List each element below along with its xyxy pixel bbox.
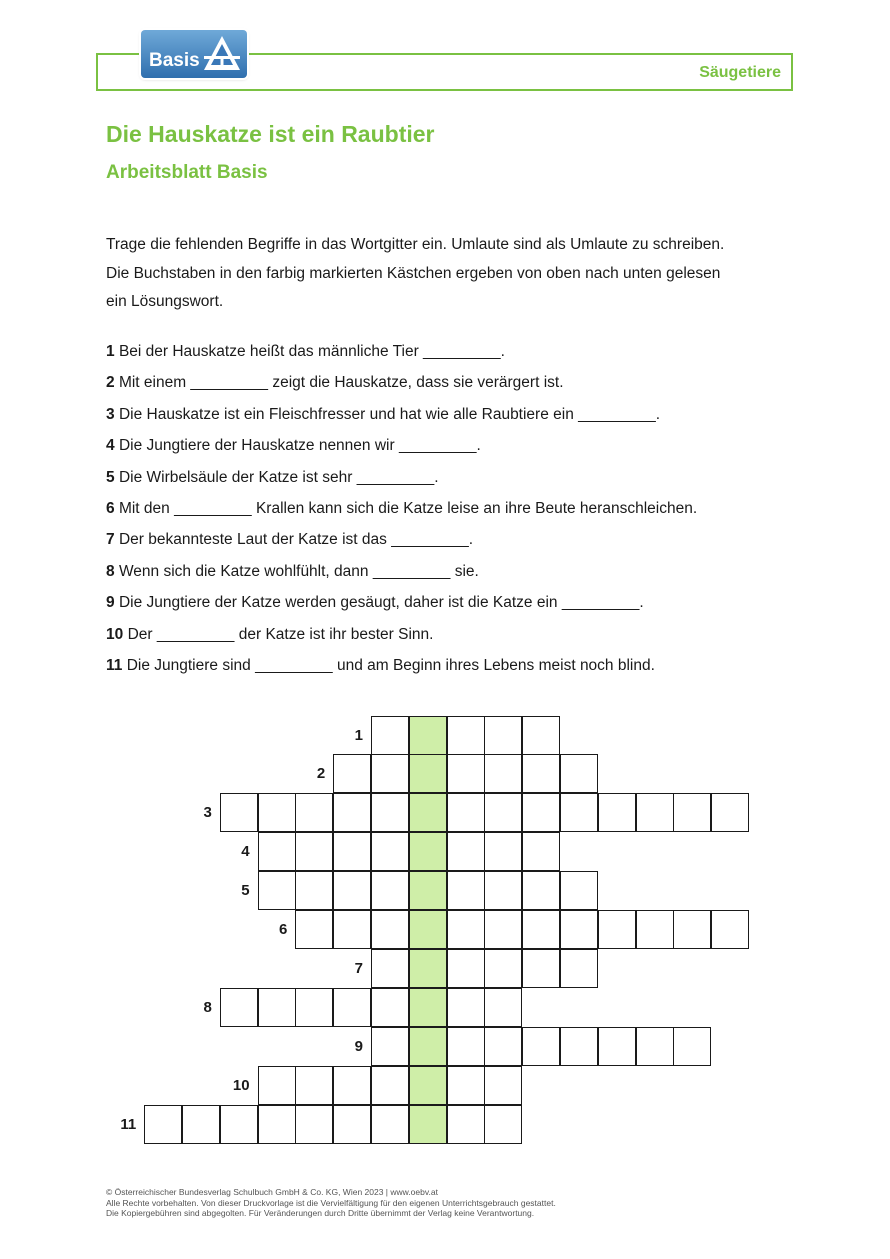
crossword-cell[interactable]: [636, 1027, 674, 1066]
crossword-cell[interactable]: [295, 1105, 333, 1144]
clue-number: 3: [106, 405, 115, 423]
footer-copyright: © Österreichischer Bundesverlag Schulbuch GmbH & Co. KG, Wien 2023 | www.oebv.at: [106, 1187, 438, 1197]
crossword-cell[interactable]: [447, 1027, 485, 1066]
crossword-solution-cell[interactable]: [409, 1066, 447, 1105]
crossword-cell[interactable]: [333, 1066, 371, 1105]
clue-item: [106, 560, 826, 591]
crossword-cell[interactable]: [484, 949, 522, 988]
crossword-cell[interactable]: [371, 754, 409, 793]
crossword-row-number: 6: [279, 921, 288, 938]
crossword-cell[interactable]: [673, 1027, 711, 1066]
crossword-cell[interactable]: [636, 793, 674, 832]
crossword-cell[interactable]: [447, 1105, 485, 1144]
crossword-cell[interactable]: [371, 716, 409, 755]
footer-rights: Alle Rechte vorbehalten. Von dieser Druckvorlage ist die Vervielfältigung für den eigenen Unterrichtsgebrauch gestattet.: [106, 1197, 556, 1208]
crossword-cell[interactable]: [598, 910, 636, 949]
crossword-cell[interactable]: [484, 1066, 522, 1105]
clue-text: Mit den _________ Krallen kann sich die Katze leise an ihre Beute heranschleichen.: [118, 499, 698, 517]
crossword-cell[interactable]: [333, 1105, 371, 1144]
logo-text: Basis: [149, 50, 200, 71]
crossword-cell[interactable]: [182, 1105, 220, 1144]
instructions-line: ein Lösungswort.: [106, 293, 224, 310]
crossword-cell[interactable]: [447, 793, 485, 832]
basis-logo: [141, 30, 247, 78]
crossword-cell[interactable]: [295, 832, 333, 871]
crossword-cell[interactable]: [258, 832, 296, 871]
crossword-cell[interactable]: [484, 1105, 522, 1144]
crossword-cell[interactable]: [484, 988, 522, 1027]
crossword-cell[interactable]: [447, 910, 485, 949]
crossword-row-number: 2: [316, 765, 326, 783]
instructions-line: Die Buchstaben in den farbig markierten Kästchen ergeben von oben nach unten gelesen: [106, 264, 721, 282]
crossword-cell[interactable]: [484, 871, 522, 910]
crossword-cell[interactable]: [522, 949, 560, 988]
clue-list: [106, 340, 826, 685]
crossword-cell[interactable]: [333, 832, 371, 871]
crossword-solution-cell[interactable]: [409, 949, 447, 988]
clue-text: Wenn sich die Katze wohlfühlt, dann _________ sie.: [118, 562, 479, 580]
clue-text: Der _________ der Katze ist ihr bester Sinn.: [127, 625, 434, 643]
crossword-solution-cell[interactable]: [409, 871, 447, 910]
clue-text: Die Jungtiere der Katze werden gesäugt, daher ist die Katze ein _________.: [118, 594, 644, 612]
crossword-row-number: 7: [354, 959, 363, 977]
clue-number: 10: [106, 625, 124, 643]
crossword-cell[interactable]: [522, 1027, 560, 1066]
crossword-cell[interactable]: [560, 793, 598, 832]
crossword-cell[interactable]: [560, 1027, 598, 1066]
crossword-cell[interactable]: [522, 754, 560, 793]
instructions: [106, 231, 806, 317]
crossword-cell[interactable]: [258, 871, 296, 910]
instructions-line: Trage die fehlenden Begriffe in das Wortgitter ein. Umlaute sind als Umlaute zu schreiben.: [106, 236, 725, 253]
clue-number: 5: [106, 468, 115, 486]
crossword-cell[interactable]: [598, 1027, 636, 1066]
crossword-solution-cell[interactable]: [409, 1105, 447, 1144]
crossword-cell[interactable]: [447, 832, 485, 871]
crossword-row-number: 8: [203, 998, 212, 1016]
clue-text: Die Wirbelsäule der Katze ist sehr _________.: [118, 468, 439, 486]
crossword-row-number: 1: [354, 726, 363, 744]
crossword-row-number: 11: [120, 1115, 137, 1133]
crossword-cell[interactable]: [484, 1027, 522, 1066]
crossword-cell[interactable]: [447, 988, 485, 1027]
crossword-solution-cell[interactable]: [409, 754, 447, 793]
crossword-cell[interactable]: [295, 988, 333, 1027]
crossword-row-number: 5: [241, 882, 250, 900]
crossword-cell[interactable]: [484, 910, 522, 949]
crossword-cell[interactable]: [447, 716, 485, 755]
crossword-cell[interactable]: [333, 910, 371, 949]
crossword-cell[interactable]: [220, 793, 258, 832]
clue-item: [106, 340, 826, 371]
crossword-cell[interactable]: [144, 1105, 182, 1144]
clue-text: Die Jungtiere der Hauskatze nennen wir _________.: [118, 437, 481, 455]
crossword-row-number: 3: [203, 804, 212, 822]
clue-number: 2: [106, 374, 115, 392]
crossword-cell[interactable]: [371, 949, 409, 988]
crossword-solution-cell[interactable]: [409, 832, 447, 871]
crossword-cell[interactable]: [220, 988, 258, 1027]
clue-number: 6: [106, 499, 115, 517]
clue-item: [106, 403, 826, 434]
crossword-cell[interactable]: [371, 1105, 409, 1144]
clue-text: Der bekannteste Laut der Katze ist das _________.: [118, 531, 474, 549]
clue-item: [106, 591, 826, 622]
clue-number: 1: [106, 343, 115, 360]
clue-item: [106, 371, 826, 402]
crossword-solution-cell[interactable]: [409, 910, 447, 949]
crossword-cell[interactable]: [711, 910, 749, 949]
clue-text: Die Jungtiere sind _________ und am Beginn ihres Lebens meist noch blind.: [126, 656, 655, 674]
crossword-solution-cell[interactable]: [409, 716, 447, 755]
footer: [106, 1187, 826, 1219]
crossword-cell[interactable]: [371, 1066, 409, 1105]
crossword-cell[interactable]: [522, 871, 560, 910]
clue-item: [106, 654, 826, 685]
page-title: Die Hauskatze ist ein Raubtier: [106, 121, 435, 147]
crossword-cell[interactable]: [258, 1066, 296, 1105]
clue-item: [106, 497, 826, 528]
crossword-cell[interactable]: [333, 988, 371, 1027]
crossword-solution-cell[interactable]: [409, 1027, 447, 1066]
crossword-cell[interactable]: [295, 910, 333, 949]
crossword-cell[interactable]: [522, 832, 560, 871]
subject-label: Säugetiere: [699, 64, 781, 81]
crossword-cell[interactable]: [711, 793, 749, 832]
crossword-solution-cell[interactable]: [409, 793, 447, 832]
crossword-cell[interactable]: [484, 793, 522, 832]
clue-number: 9: [106, 594, 115, 612]
crossword-cell[interactable]: [560, 949, 598, 988]
clue-number: 8: [106, 562, 115, 580]
crossword-cell[interactable]: [484, 754, 522, 793]
crossword-cell[interactable]: [447, 949, 485, 988]
clue-item: [106, 623, 826, 654]
crossword-cell[interactable]: [295, 793, 333, 832]
clue-item: [106, 434, 826, 465]
crossword-row-number: 4: [241, 843, 250, 861]
crossword-cell[interactable]: [484, 832, 522, 871]
crossword-cell[interactable]: [673, 910, 711, 949]
clue-item: [106, 466, 826, 497]
crossword-cell[interactable]: [522, 793, 560, 832]
crossword-cell[interactable]: [673, 793, 711, 832]
page-subtitle: Arbeitsblatt Basis: [106, 162, 268, 183]
triangle-logo-icon: [202, 34, 242, 74]
crossword-cell[interactable]: [484, 716, 522, 755]
crossword-cell[interactable]: [258, 988, 296, 1027]
clue-text: Die Hauskatze ist ein Fleischfresser und hat wie alle Raubtiere ein _________.: [118, 405, 661, 423]
crossword-cell[interactable]: [522, 910, 560, 949]
crossword-cell[interactable]: [371, 871, 409, 910]
crossword-cell[interactable]: [636, 910, 674, 949]
clue-number: 11: [106, 656, 123, 674]
crossword-cell[interactable]: [333, 871, 371, 910]
clue-item: [106, 528, 826, 559]
crossword-cell[interactable]: [560, 754, 598, 793]
crossword-cell[interactable]: [371, 793, 409, 832]
crossword-cell[interactable]: [371, 832, 409, 871]
crossword-cell[interactable]: [447, 871, 485, 910]
crossword-row-number: 10: [232, 1076, 250, 1094]
crossword-row-number: 9: [354, 1037, 363, 1055]
clue-number: 7: [106, 531, 115, 549]
crossword-cell[interactable]: [447, 754, 485, 793]
crossword-cell[interactable]: [371, 1027, 409, 1066]
crossword-cell[interactable]: [371, 988, 409, 1027]
crossword-cell[interactable]: [258, 793, 296, 832]
crossword-cell[interactable]: [333, 793, 371, 832]
crossword-cell[interactable]: [220, 1105, 258, 1144]
crossword-cell[interactable]: [560, 871, 598, 910]
crossword-solution-cell[interactable]: [409, 988, 447, 1027]
crossword-cell[interactable]: [371, 910, 409, 949]
crossword-cell[interactable]: [560, 910, 598, 949]
clue-text: Bei der Hauskatze heißt das männliche Tier _________.: [118, 343, 505, 360]
clue-number: 4: [106, 437, 115, 455]
crossword-cell[interactable]: [447, 1066, 485, 1105]
crossword-cell[interactable]: [598, 793, 636, 832]
crossword-cell[interactable]: [522, 716, 560, 755]
crossword-cell[interactable]: [333, 754, 371, 793]
footer-disclaimer: Die Kopiergebühren sind abgegolten. Für Veränderungen durch Dritte übernimmt der Verlag keine Verantwortung.: [106, 1208, 535, 1218]
crossword-cell[interactable]: [295, 871, 333, 910]
crossword-cell[interactable]: [258, 1105, 296, 1144]
clue-text: Mit einem _________ zeigt die Hauskatze, dass sie verärgert ist.: [118, 374, 564, 392]
crossword-cell[interactable]: [295, 1066, 333, 1105]
